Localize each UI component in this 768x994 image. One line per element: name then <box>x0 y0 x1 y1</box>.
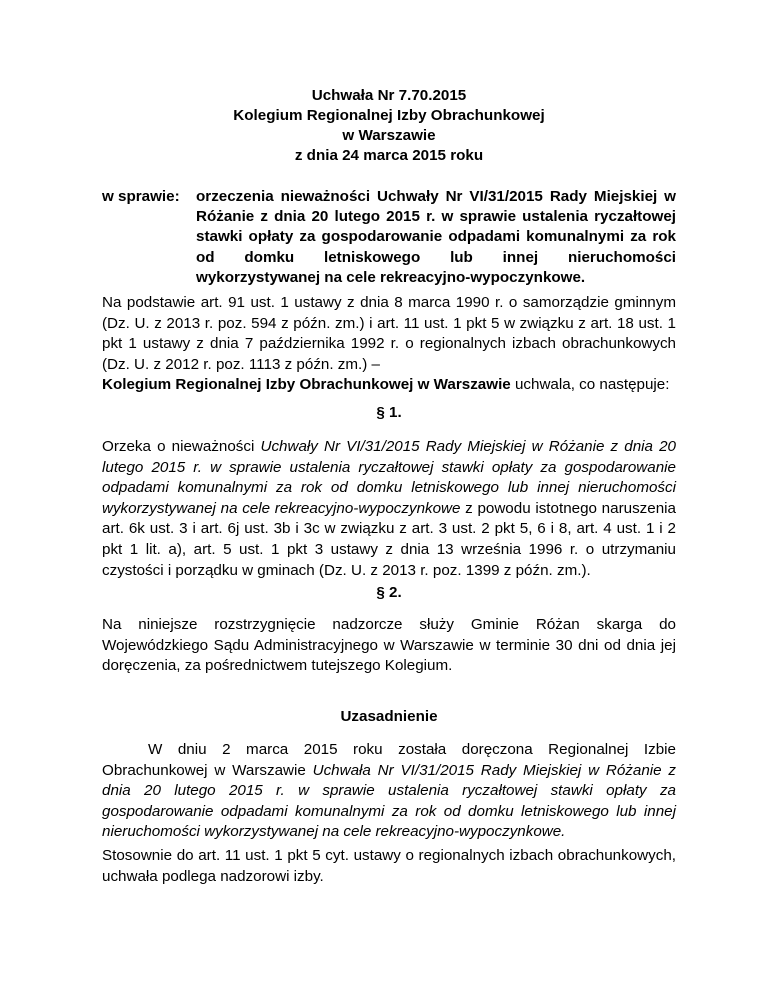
section-2-heading: § 2. <box>376 584 402 601</box>
subject-text: orzeczenia nieważności Uchwały Nr VI/31/2015 Rady Miejskiej w Różanie z dnia 20 lutego 2015 r. w sprawie ustalenia ryczałtowej stawki opłaty za gospodarowanie odpadami komunalnymi za rok od domku letniskowego lub innej nieruchomości wykorzystywanej na cele rekreacyjno-wypoczynkowe. <box>196 188 676 286</box>
legal-basis-issuer: Kolegium Regionalnej Izby Obrachunkowej w Warszawie <box>102 376 511 394</box>
subject-block <box>102 187 676 288</box>
legal-basis-text: Na podstawie art. 91 ust. 1 ustawy z dnia 8 marca 1990 r. o samorządzie gminnym (Dz. U. z 2013 r. poz. 594 z późn. zm.) i art. 11 ust. 1 pkt 5 w związku z art. 18 ust. 1 pkt 1 ustawy z dnia 7 października 1992 r. o regionalnych izbach obrachunkowych (Dz. U. z 2012 r. poz. 1113 z późn. zm.) – <box>102 294 676 373</box>
section-1-italic: Uchwały Nr VI/31/2015 Rady Miejskiej w Różanie z dnia 20 lutego 2015 r. w sprawie ustalenia ryczałtowej stawki opłaty za gospodarowanie odpadami komunalnymi za rok od domku letniskowego lub innej nieruchomości wykorzystywanej na cele rekreacyjno-wypoczynkowe <box>102 438 676 517</box>
legal-basis-paragraph <box>102 293 676 396</box>
section-1-paragraph <box>102 437 676 581</box>
section-1-post: z powodu istotnego naruszenia art. 6k ust. 3 i art. 6j ust. 3b i 3c w związku z art. 3 ust. 2 pkt 5, 6 i 8, art. 4 ust. 1 i 2 pkt 1 lit. a), art. 5 ust. 1 pkt 3 ustawy z dnia 13 września 1996 r. o utrzymaniu czystości i porządku w gminach (Dz. U. z 2013 r. poz. 1399 z późn. zm.). <box>102 499 676 579</box>
section-1-heading: § 1. <box>376 404 402 421</box>
section-1-pre: Orzeka o nieważności <box>102 438 261 455</box>
justification-p1-pre: W dniu 2 marca 2015 roku została doręczona Regionalnej Izbie Obrachunkowej w Warszawie <box>102 741 676 779</box>
justification-paragraph-1 <box>102 740 676 843</box>
justification-p1-italic: Uchwała Nr VI/31/2015 Rady Miejskiej w Różanie z dnia 20 lutego 2015 r. w sprawie ustalenia ryczałtowej stawki opłaty za gospodarowanie odpadami komunalnymi za rok od domku letniskowego lub innej nieruchomości wykorzystywanej na cele rekreacyjno-wypoczynkowe. <box>102 761 676 841</box>
title-location: w Warszawie <box>342 127 436 144</box>
justification-heading: Uzasadnienie <box>340 708 438 725</box>
subject-lead: w sprawie: <box>102 188 180 205</box>
title-resolution-number: Uchwała Nr 7.70.2015 <box>311 87 467 104</box>
title-date: z dnia 24 marca 2015 roku <box>294 147 484 164</box>
justification-paragraph-2: Stosownie do art. 11 ust. 1 pkt 5 cyt. ustawy o regionalnych izbach obrachunkowych, uchwała podlega nadzorowi izby. <box>102 847 676 885</box>
legal-basis-tail: uchwala, co następuje: <box>510 376 670 394</box>
section-2-paragraph: Na niniejsze rozstrzygnięcie nadzorcze służy Gminie Różan skarga do Wojewódzkiego Sądu Administracyjnego w Warszawie w terminie 30 dni od dnia jej doręczenia, za pośrednictwem tutejszego Kolegium. <box>102 616 676 675</box>
document-title <box>102 86 676 166</box>
title-issuer: Kolegium Regionalnej Izby Obrachunkowej <box>233 107 545 124</box>
